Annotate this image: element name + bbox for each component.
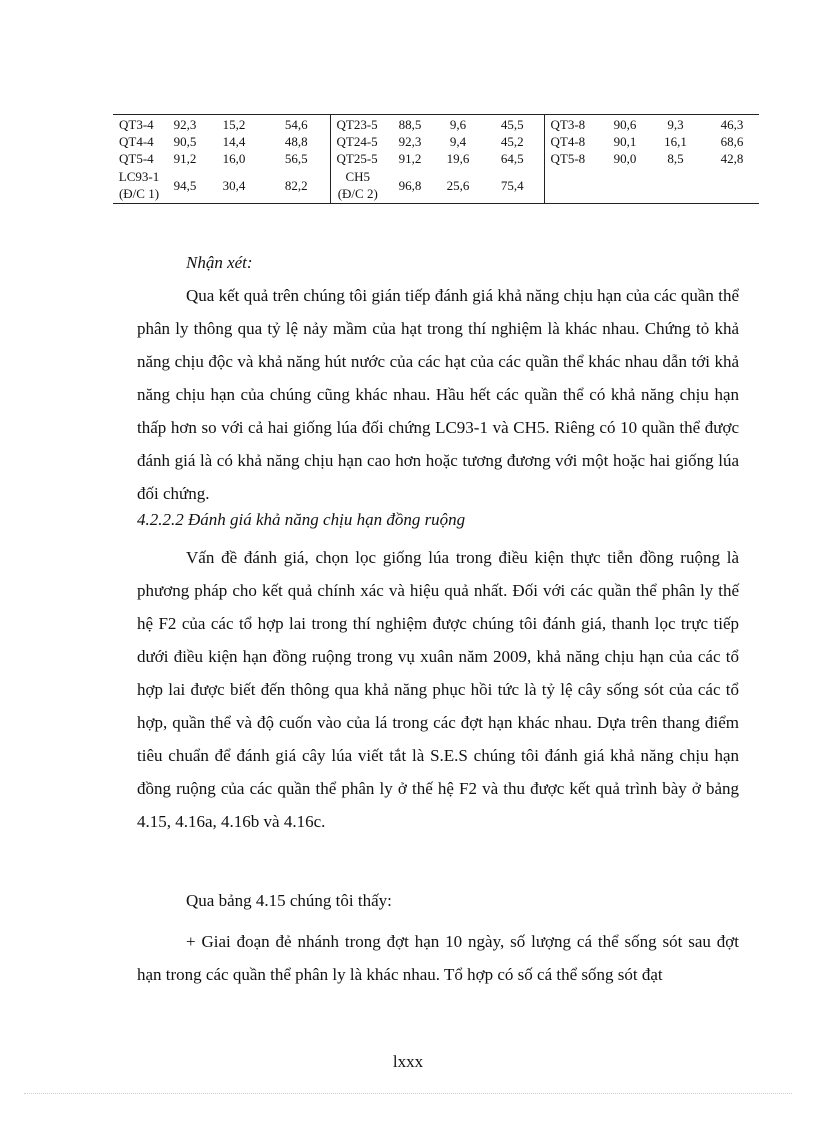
remark-label: Nhận xét: [186, 253, 253, 272]
table-cell-empty [544, 167, 604, 204]
table-cell: 56,5 [284, 151, 308, 166]
control-name: LC93-1 [118, 169, 160, 184]
table-cell: 82,2 [263, 167, 330, 204]
table-cell: 54,6 [263, 115, 330, 134]
table-cell: 68,6 [720, 134, 744, 149]
table-cell-name: QT4-8 [544, 133, 604, 150]
table-cell-empty [705, 167, 759, 204]
table-row-controls [113, 167, 759, 204]
table-cell: 48,8 [284, 134, 308, 149]
table-cell: 30,4 [205, 167, 263, 204]
table-cell-name [330, 167, 385, 204]
germination-table [113, 114, 759, 204]
table-cell: 14,4 [222, 134, 246, 149]
table-cell: 64,5 [500, 151, 524, 166]
control-label: (Đ/C 1) [118, 186, 160, 201]
table-cell: 92,3 [165, 115, 205, 134]
page-number: lxxx [392, 1052, 424, 1071]
paragraph-4: + Giai đoạn đẻ nhánh trong đợt hạn 10 ngày, số lượng cá thể sống sót sau đợt hạn trong các quần thể phân ly là khác nhau. Tổ hợp có số cá thể sống sót đạt [137, 932, 739, 984]
table-cell-name: QT5-8 [544, 150, 604, 167]
table-cell: 9,4 [449, 134, 467, 149]
table-cell-name: QT23-5 [330, 115, 385, 134]
table-row [113, 115, 759, 134]
table-cell: 90,5 [173, 134, 197, 149]
table-cell-name: QT25-5 [330, 150, 385, 167]
table-cell: 90,1 [613, 134, 637, 149]
table-row [113, 150, 759, 167]
table-cell-name: QT3-4 [113, 115, 165, 134]
table-cell: 45,5 [481, 115, 544, 134]
table-cell: 9,3 [646, 115, 705, 134]
paragraph-2: Vấn đề đánh giá, chọn lọc giống lúa trong điều kiện thực tiễn đồng ruộng là phương pháp cho kết quả chính xác và hiệu quả nhất. Đối với các quần thể phân ly thế hệ F2 của các tổ hợp lai trong thí nghiệm được chúng tôi đánh giá, thanh lọc trực tiếp dưới điều kiện hạn đồng ruộng trong vụ xuân năm 2009, khả năng chịu hạn của các tổ hợp lai được biết đến thông qua khả năng phục hồi tức là tỷ lệ cây sống sót của các tổ hợp, quần thể và độ cuốn vào của lá trong các đợt hạn khác nhau. Dựa trên thang điểm tiêu chuẩn để đánh giá cây lúa viết tắt là S.E.S chúng tôi đánh giá khả năng chịu hạn đồng ruộng của các quần thể phân ly ở thế hệ F2 và thu được kết quả trình bày ở bảng 4.15, 4.16a, 4.16b và 4.16c. [137, 548, 739, 831]
table-cell-empty [646, 167, 705, 204]
table-cell: 8,5 [667, 151, 684, 166]
table-cell-name: QT24-5 [330, 133, 385, 150]
table-cell: 16,1 [664, 134, 687, 149]
table-cell: 91,2 [398, 151, 422, 166]
section-heading: 4.2.2.2 Đánh giá khả năng chịu hạn đồng ruộng [137, 510, 466, 529]
table-cell: 42,8 [720, 151, 744, 166]
paragraph-3: Qua bảng 4.15 chúng tôi thấy: [186, 891, 392, 910]
table-cell-name: QT5-4 [119, 151, 154, 166]
table-cell: 19,6 [446, 151, 470, 166]
table-cell-empty [604, 167, 646, 204]
table-cell: 45,2 [500, 134, 524, 149]
table-cell: 88,5 [385, 115, 435, 134]
table-cell-name [113, 167, 165, 204]
table-cell: 46,3 [705, 115, 759, 134]
table-cell-name: QT4-4 [119, 134, 154, 149]
table-cell: 15,2 [205, 115, 263, 134]
page-bottom-divider [24, 1093, 792, 1094]
table-cell: 94,5 [165, 167, 205, 204]
table-cell: 9,6 [435, 115, 481, 134]
table-cell: 92,3 [398, 134, 422, 149]
table-cell: 91,2 [173, 151, 197, 166]
table-cell: 90,0 [613, 151, 637, 166]
table-row [113, 133, 759, 150]
table-cell: 16,0 [222, 151, 246, 166]
table-cell: 90,6 [604, 115, 646, 134]
paragraph-1: Qua kết quả trên chúng tôi gián tiếp đánh giá khả năng chịu hạn của các quần thể phân ly thông qua tỷ lệ nảy mầm của hạt trong thí nghiệm là khác nhau. Chứng tỏ khả năng chịu độc và khả năng hút nước của các hạt của các quần thể khác nhau dẫn tới khả năng chịu hạn của chúng cũng khác nhau. Hầu hết các quần thể có khả năng chịu hạn thấp hơn so với cả hai giống lúa đối chứng LC93-1 và CH5. Riêng có 10 quần thể được đánh giá là có khả năng chịu hạn cao hơn hoặc tương đương với một hoặc hai giống lúa đối chứng. [137, 286, 739, 503]
table-cell: 75,4 [481, 167, 544, 204]
table-body [113, 115, 759, 204]
table-cell-name: QT3-8 [544, 115, 604, 134]
control-label: (Đ/C 2) [337, 186, 378, 201]
table-cell: 96,8 [385, 167, 435, 204]
control-name: CH5 [345, 169, 371, 184]
table-cell: 25,6 [435, 167, 481, 204]
